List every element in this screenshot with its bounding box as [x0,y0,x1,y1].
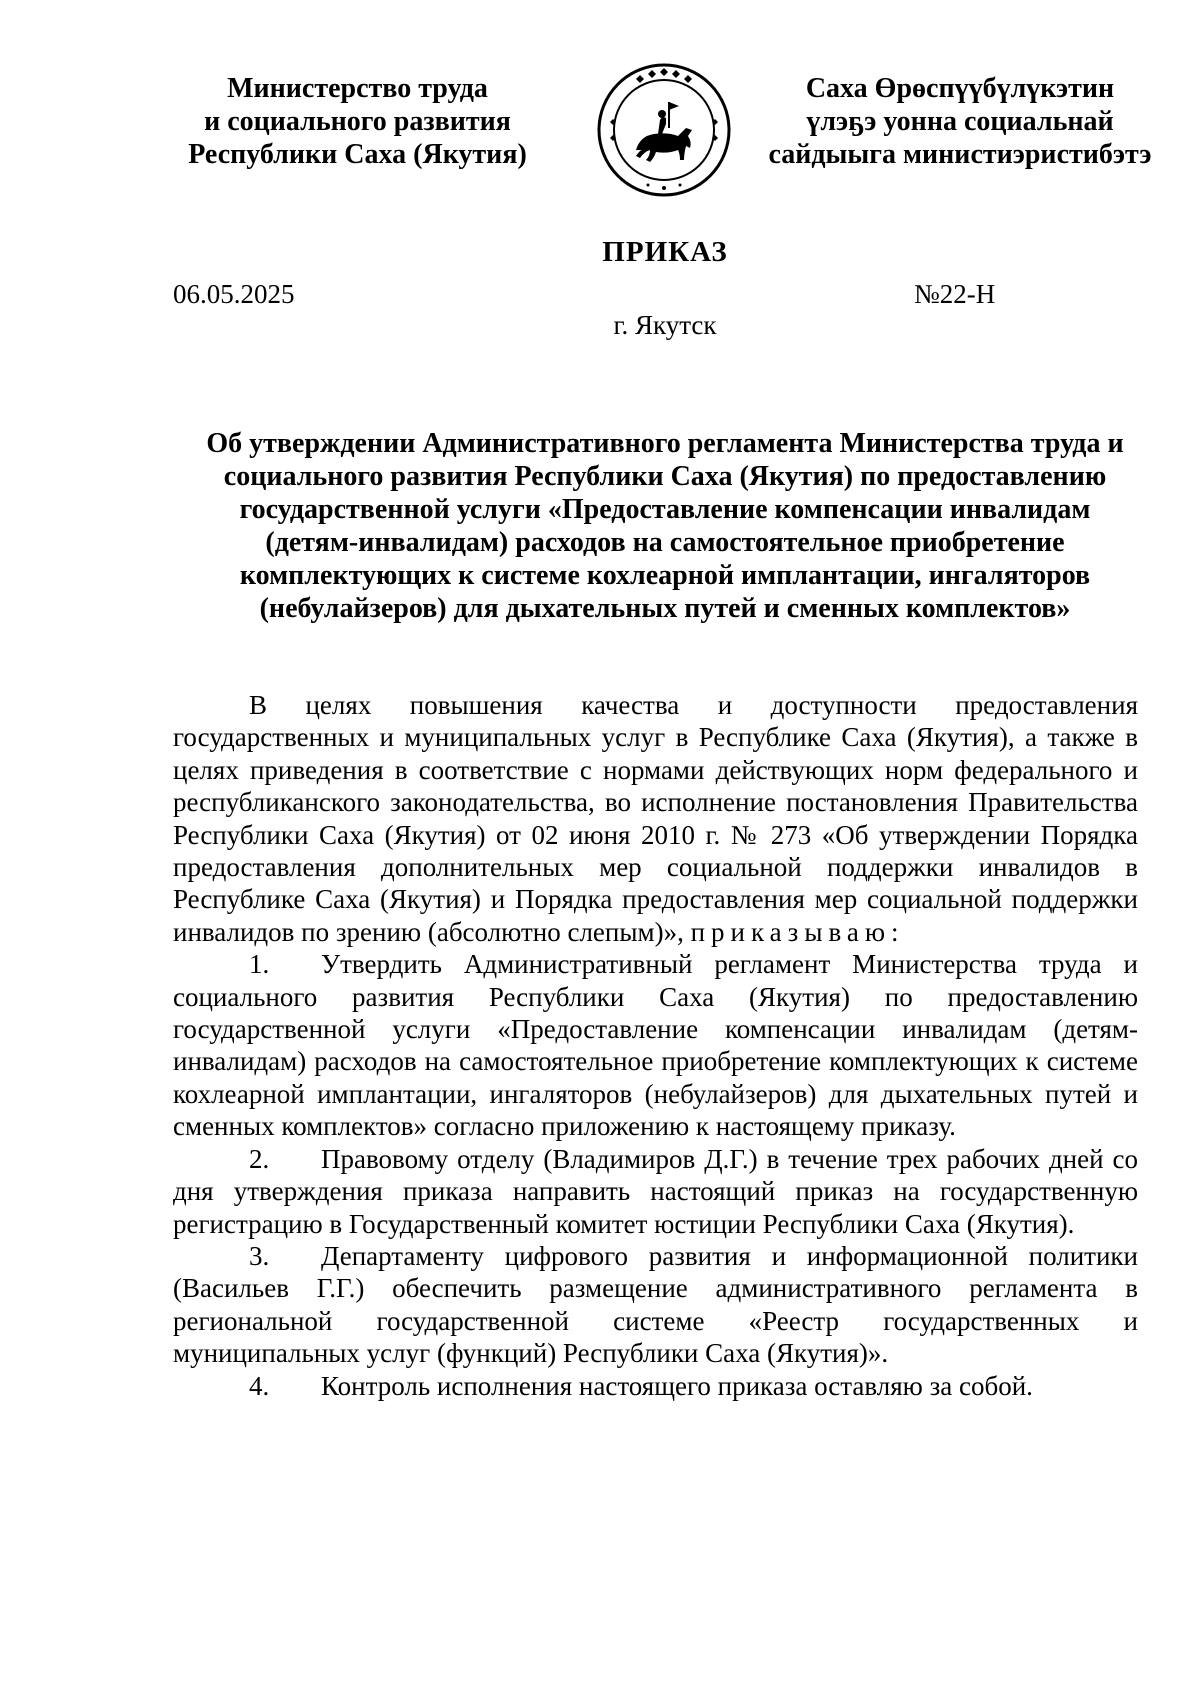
subject-line: Об утверждении Административного регламента Министерства труда и [206,428,1124,459]
ministry-name-line: и социального развития [204,106,511,137]
order-body [173,689,1138,1402]
item-text: Департаменту цифрового развития и информационной политики (Васильев Г.Г.) обеспечить размещение административного регламента в региональной государственной системе «Реестр государственных и муниципальных услуг (функций) Республики Саха (Якутия)». [173,1240,1138,1369]
subject-line: (небулайзеров) для дыхательных путей и сменных комплектов» [259,593,1071,624]
item-text: Контроль исполнения настоящего приказа оставляю за собой. [321,1370,1033,1401]
ministry-name-russian [150,72,565,171]
order-city: г. Якутск [613,310,717,340]
subject-line: государственной услуги «Предоставление компенсации инвалидам [239,494,1091,525]
order-item [173,1143,1138,1240]
order-title: ПРИКАЗ [602,236,728,268]
ministry-name-line: Республики Саха (Якутия) [188,139,527,170]
item-number: 4. [249,1370,270,1401]
item-number: 2. [249,1143,270,1174]
subject-line: комплектующих к системе кохлеарной имплантации, ингаляторов [239,560,1091,591]
order-number: №22-Н [914,279,996,309]
item-number: 1. [249,949,270,980]
order-item [173,1240,1138,1370]
item-text: Правовому отделу (Владимиров Д.Г.) в течение трех рабочих дней со дня утверждения приказа направить настоящий приказ на государственную регистрацию в Государственный комитет юстиции Республики Саха (Якутия). [173,1143,1138,1239]
order-subject [160,427,1170,625]
subject-line: (детям-инвалидам) расходов на самостоятельное приобретение [265,527,1065,558]
sakha-coat-of-arms-emblem-icon [596,62,732,198]
item-number: 3. [249,1240,270,1271]
ministry-name-line: сайдыыга министиэристибэтэ [768,139,1152,170]
preamble-paragraph [173,689,1138,948]
order-date: 06.05.2025 [173,279,295,309]
preamble-text: В целях повышения качества и доступности предоставления государственных и муниципальных услуг в Республике Саха (Якутия), а также в целях приведения в соответствие с нормами действующих норм федерального и республиканского законодательства, во исполнение постановления Правительства Республики Саха (Якутия) от 02 июня 2010 г. № 273 «Об утверждении Порядка предоставления дополнительных мер социальной поддержки инвалидов в Республике Саха (Якутия) и Порядка предоставления мер социальной поддержки инвалидов по зрению (абсолютно слепым)», [173,690,1138,947]
ministry-name-line: Министерство труда [227,73,488,104]
ministry-name-line: үлэҕэ уонна социальнай [806,106,1114,137]
ministry-name-line: Саха Өрөспүүбүлүкэтин [805,73,1115,104]
decree-word: приказываю: [690,916,905,947]
subject-line: социального развития Республики Саха (Якутия) по предоставлению [223,461,1107,492]
ministry-name-sakha [750,72,1170,171]
item-text: Утвердить Административный регламент Министерства труда и социального развития Республики Саха (Якутия) по предоставлению государственной услуги «Предоставление компенсации инвалидам (детям-инвалидам) расходов на самостоятельное приобретение комплектующих к системе кохлеарной имплантации, ингаляторов (небулайзеров) для дыхательных путей и сменных комплектов» согласно приложению к настоящему приказу. [173,949,1138,1142]
order-item [173,1370,1138,1402]
order-item [173,948,1138,1142]
